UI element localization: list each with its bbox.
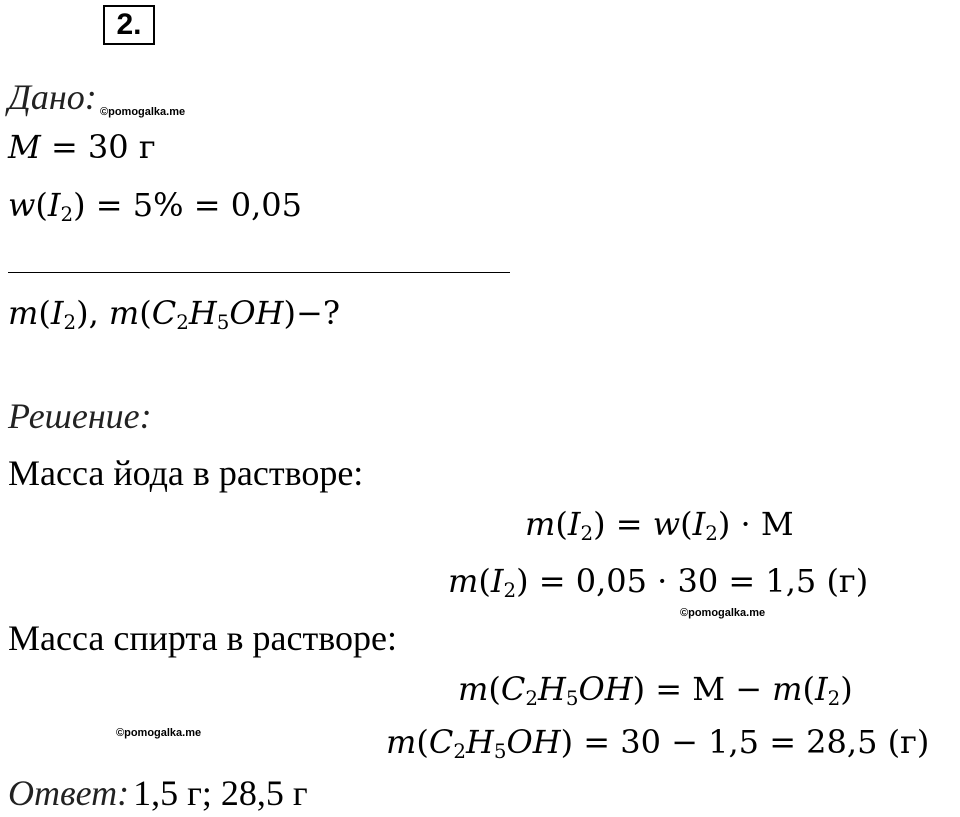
answer-line bbox=[8, 772, 308, 814]
fraction-symbol: w bbox=[8, 186, 36, 224]
watermark-1: ©pomogalka.me bbox=[100, 106, 186, 118]
mass-value: = 30 г bbox=[40, 128, 156, 166]
mass-symbol: M bbox=[8, 128, 41, 166]
problem-number: 2. bbox=[103, 5, 155, 45]
solution-label: Решение: bbox=[8, 396, 152, 436]
find-line: $m(I_2)$, $m(C_2H_5OH)-$? bbox=[8, 294, 340, 334]
given-fraction: $w(I_2) = 5\% = 0,05$ bbox=[8, 186, 302, 226]
watermark-3: ©pomogalka.me bbox=[116, 727, 202, 739]
alcohol-heading: Масса спирта в растворе: bbox=[8, 618, 397, 658]
answer-label: Ответ: bbox=[8, 773, 130, 813]
watermark-2: ©pomogalka.me bbox=[680, 607, 766, 619]
iodine-formula: $m(I_2) = w(I_2) \cdot M$ bbox=[525, 505, 794, 545]
given-mass bbox=[8, 128, 156, 166]
answer-value: 1,5 г; 28,5 г bbox=[133, 773, 308, 813]
iodine-calculation: $m(I_2) = 0,05 \cdot 30 = 1,5$ (г) bbox=[448, 562, 869, 602]
iodine-heading: Масса йода в растворе: bbox=[8, 453, 364, 493]
given-label: Дано: bbox=[8, 77, 97, 117]
divider-line bbox=[8, 272, 510, 273]
fraction-value: = 5% = 0,05 bbox=[85, 186, 302, 224]
iodine-symbol: I bbox=[47, 186, 61, 224]
alcohol-formula: $m(C_2H_5OH) = M - m(I_2)$ bbox=[458, 670, 853, 710]
alcohol-calculation: $m(C_2H_5OH) = 30 - 1,5 = 28,5$ (г) bbox=[386, 723, 930, 763]
